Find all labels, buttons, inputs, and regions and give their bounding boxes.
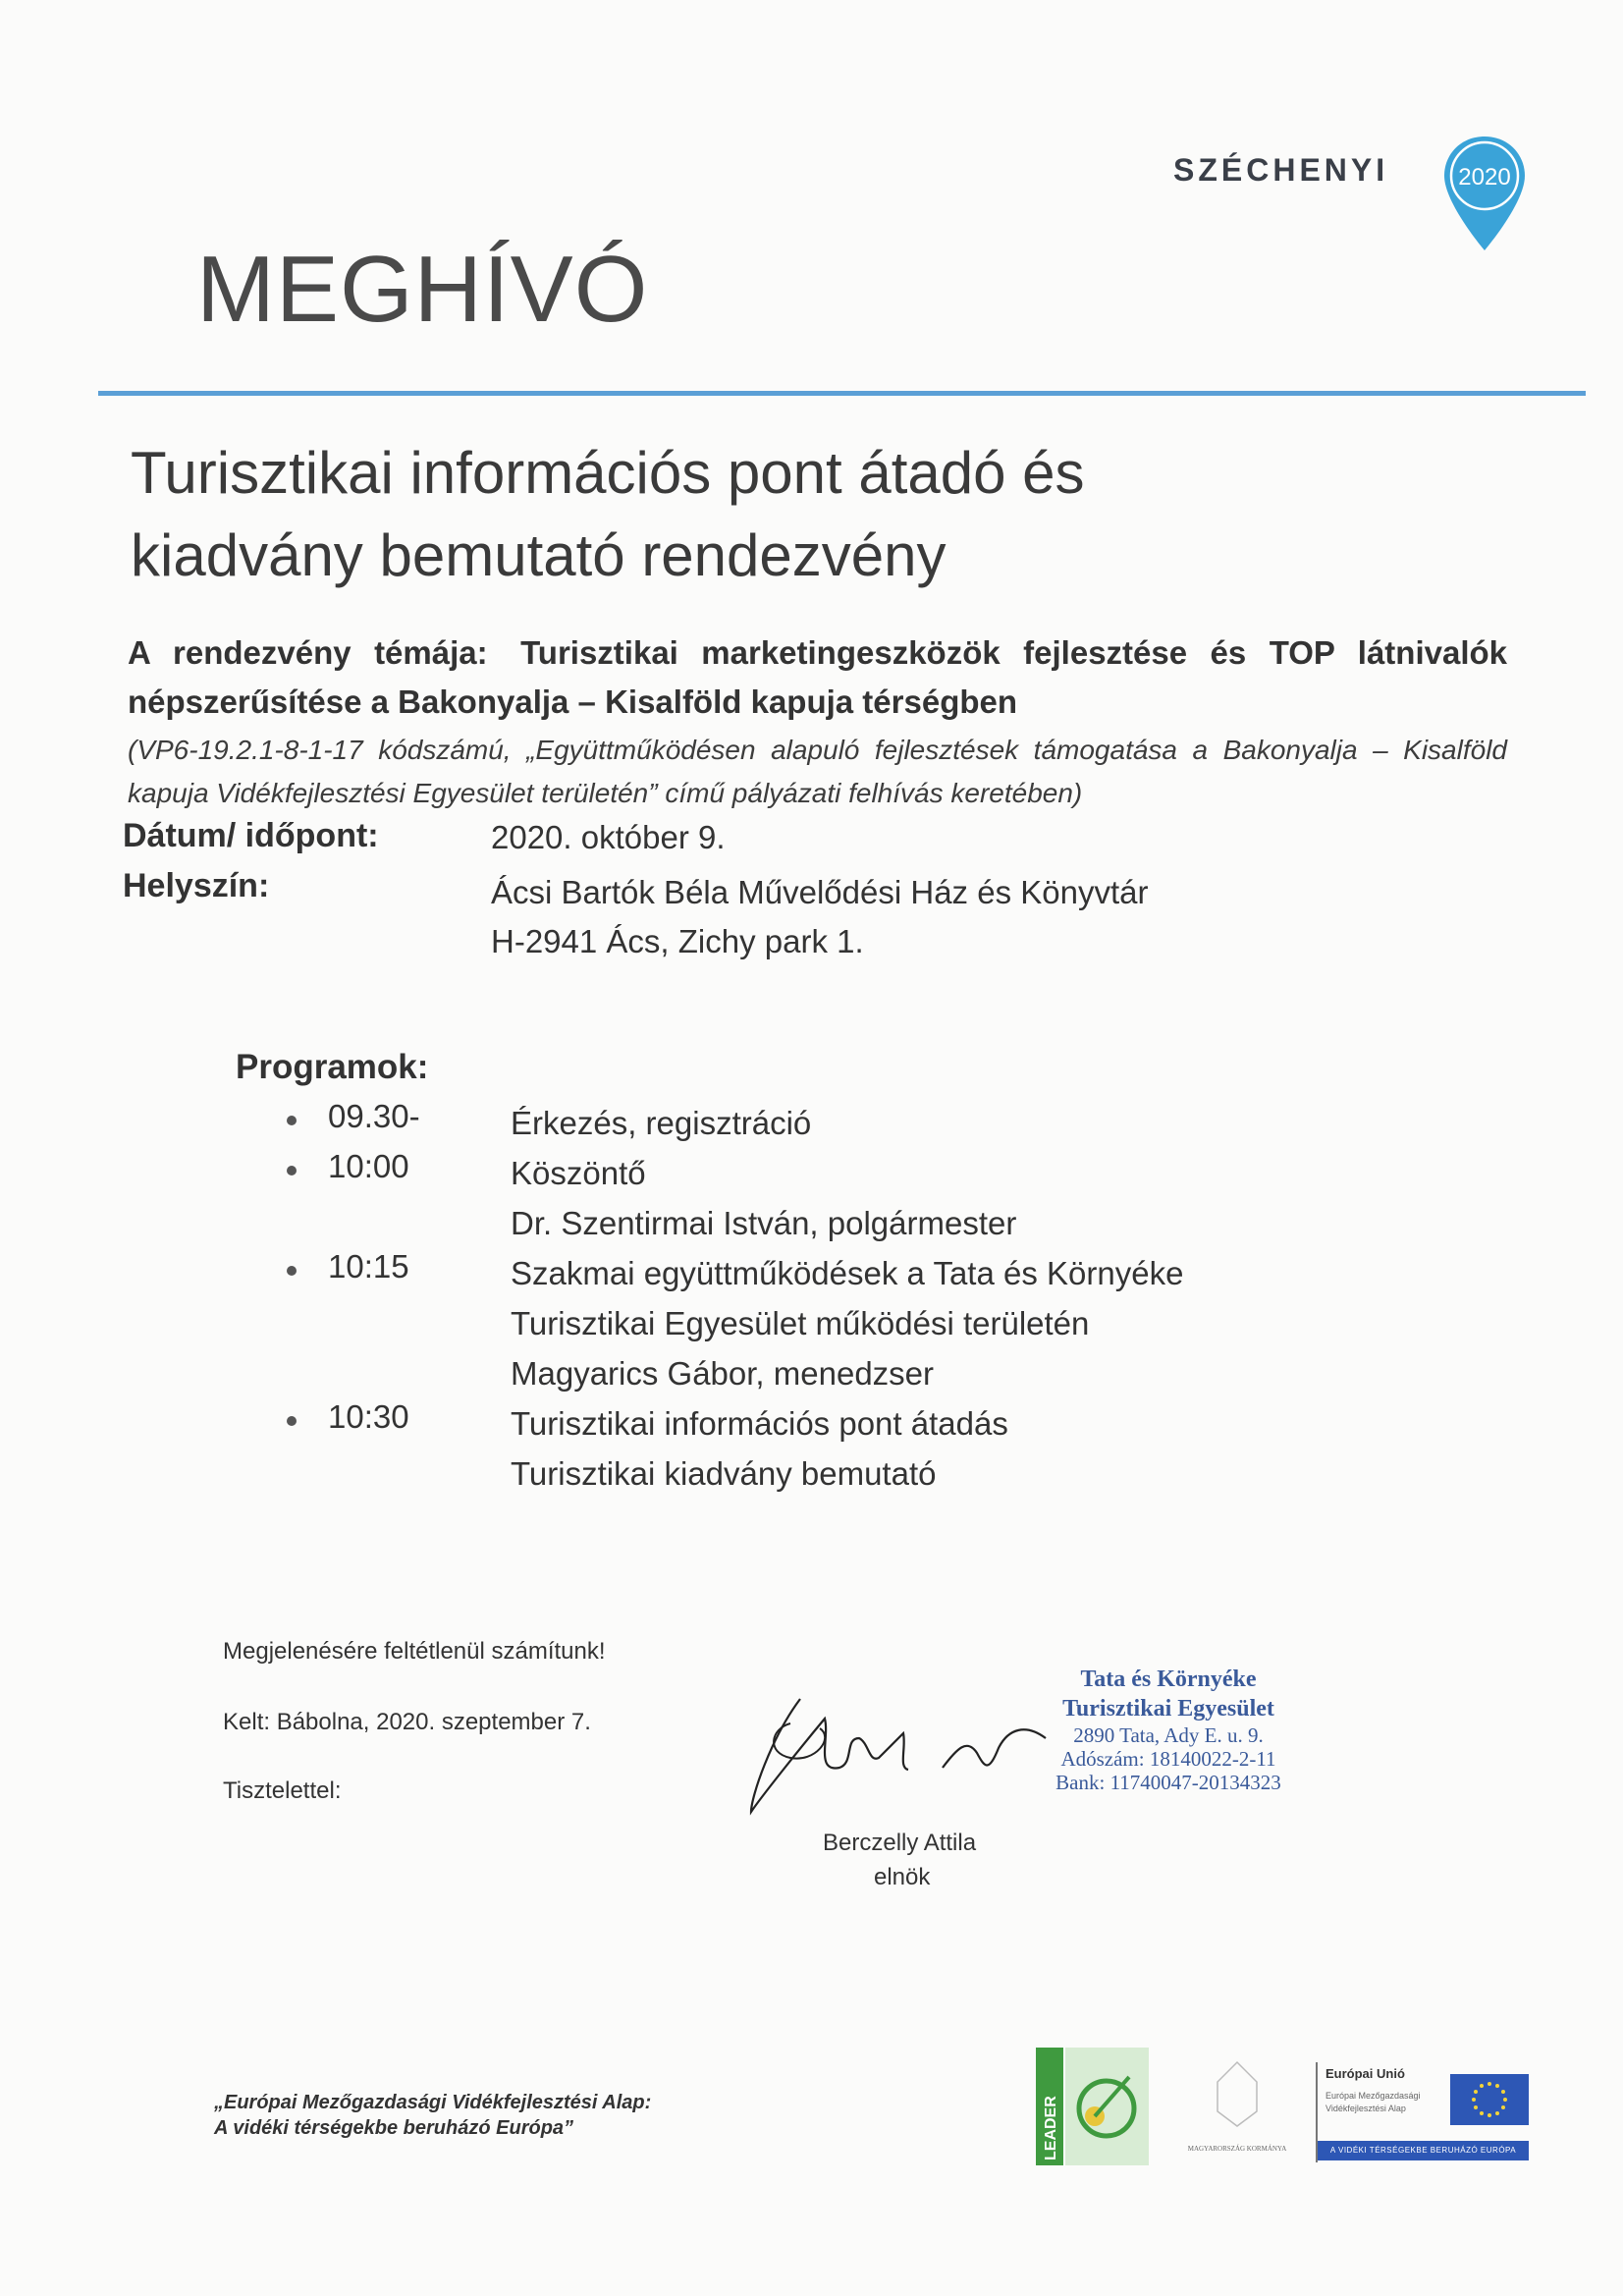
date-value: 2020. október 9. (491, 819, 726, 855)
program-item (275, 1148, 1355, 1248)
bullet-icon (287, 1266, 297, 1276)
event-heading (131, 432, 1358, 597)
page-title: MEGHÍVÓ (196, 237, 649, 342)
program-list (275, 1098, 1355, 1499)
program-line: Köszöntő (511, 1155, 646, 1191)
eu-logo-subtitle: Európai Mezőgazdasági Vidékfejlesztési Alap (1325, 2091, 1421, 2113)
eu-logo-title: Európai Unió (1325, 2066, 1405, 2081)
leader-text: LEADER (1043, 2096, 1059, 2160)
eafrd-slogan (214, 2090, 651, 2141)
program-item (275, 1248, 1355, 1398)
stamp-line: 2890 Tata, Ady E. u. 9. (1073, 1723, 1264, 1747)
program-item (275, 1398, 1355, 1499)
issue-date-line: Kelt: Bábolna, 2020. szeptember 7. (223, 1709, 591, 1735)
regards-line: Tisztelettel: (223, 1777, 342, 1804)
gov-logo-text: MAGYARORSZÁG KORMÁNYA (1187, 2145, 1287, 2153)
program-line: Turisztikai információs pont átadás (511, 1405, 1008, 1442)
stamp-line: Tata és Környéke (1080, 1667, 1257, 1692)
program-time: 10:15 (328, 1248, 409, 1285)
program-line: Magyarics Gábor, menedzser (511, 1355, 935, 1392)
signer-name: Berczelly Attila (823, 1830, 977, 1856)
program-line: Szakmai együttműködések a Tata és Környéke (511, 1255, 1184, 1291)
eafrd-slogan-line-1: „Európai Mezőgazdasági Vidékfejlesztési Alap: (214, 2092, 652, 2113)
event-heading-line-2: kiadvány bemutató rendezvény (131, 522, 947, 588)
map-pin-icon (1440, 133, 1529, 260)
bullet-icon (287, 1416, 297, 1426)
closing-line: Megjelenésére feltétlenül számítunk! (223, 1638, 606, 1665)
title-divider (98, 391, 1586, 396)
stamp-line: Turisztikai Egyesület (1062, 1696, 1274, 1722)
stamp-line: Bank: 11740047-20134323 (1055, 1771, 1281, 1794)
bullet-icon (287, 1116, 297, 1125)
event-theme (128, 629, 1507, 727)
association-stamp (1021, 1665, 1316, 1794)
event-heading-line-1: Turisztikai információs pont átadó és (131, 440, 1085, 506)
eu-logo-band: A VIDÉKI TÉRSÉGEKBE BERUHÁZÓ EURÓPA (1318, 2141, 1529, 2160)
hungarian-government-logo (1183, 2052, 1291, 2170)
program-line: Dr. Szentirmai István, polgármester (511, 1205, 1017, 1241)
program-time: 10:00 (328, 1148, 409, 1184)
program-time: 10:30 (328, 1398, 409, 1435)
event-theme-label: A rendezvény témája: (128, 634, 488, 671)
leader-logo (1036, 2048, 1149, 2165)
program-item (275, 1098, 1355, 1148)
venue-address: H-2941 Ács, Zichy park 1. (491, 923, 864, 959)
event-theme-text: Turisztikai marketingeszközök fejlesztése és TOP látnivalók népszerűsítése a Bakonyalja – Kisalföld kapuja térségben (128, 634, 1508, 720)
venue-label: Helyszín: (123, 867, 270, 904)
szechenyi-wordmark: SZÉCHENYI (1173, 152, 1389, 188)
szechenyi-year: 2020 (1458, 164, 1511, 191)
szechenyi-2020-logo (1173, 133, 1537, 260)
funding-note: (VP6-19.2.1-8-1-17 kódszámú, „Együttműködésen alapuló fejlesztések támogatása a Bakonyalja – Kisalföld kapuja Vidékfejlesztési Egyesület területén” című pályázati felhívás keretében) (128, 735, 1507, 808)
program-line: Turisztikai Egyesület működési területén (511, 1305, 1090, 1341)
program-line: Turisztikai kiadvány bemutató (511, 1455, 937, 1492)
programs-title: Programok: (236, 1048, 429, 1086)
signature (731, 1679, 1055, 1827)
bullet-icon (287, 1166, 297, 1175)
eu-flag-icon (1450, 2074, 1529, 2125)
date-label: Dátum/ időpont: (123, 817, 379, 854)
program-line: Érkezés, regisztráció (511, 1105, 812, 1141)
eafrd-slogan-line-2: A vidéki térségekbe beruházó Európa” (214, 2117, 574, 2139)
stamp-line: Adószám: 18140022-2-11 (1060, 1747, 1276, 1771)
venue-name: Ácsi Bartók Béla Művelődési Ház és Könyvtár (491, 874, 1149, 910)
signer-role: elnök (874, 1864, 931, 1890)
program-time: 09.30- (328, 1098, 420, 1134)
eu-logo (1316, 2062, 1529, 2162)
